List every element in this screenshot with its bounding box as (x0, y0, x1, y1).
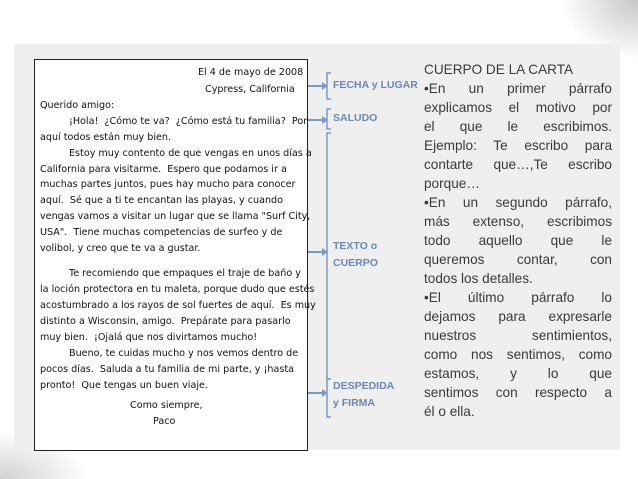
letter-line: aquí todos están muy bien. (40, 132, 172, 143)
explanation-line: todo aquello que le (424, 233, 612, 248)
letter-date: El 4 de mayo de 2008 (198, 67, 304, 78)
label-texto: TEXTO o (333, 240, 378, 252)
letter-line: Bueno, te cuidas mucho y nos vemos dentro de (69, 348, 299, 359)
bracket-texto (326, 132, 332, 380)
letter-greeting: Querido amigo: (40, 100, 115, 111)
explanation-line: Ejemplo: Te escribo para (424, 138, 612, 153)
label-firma: y FIRMA (333, 397, 375, 409)
explanation-line: nuestros sentimientos, (424, 328, 612, 343)
letter-line: acostumbrado a los rayos de sol fuertes de aquí. Es muy (40, 300, 316, 311)
bracket-despedida (326, 378, 332, 418)
letter-line: ¡Hola! ¿Cómo te va? ¿Cómo está tu familia? Por (69, 116, 308, 127)
letter-line: Estoy muy contento de que vengas en unos días a (69, 148, 312, 159)
explanation-line: contarte que…,Te escribo (424, 157, 612, 172)
letter-line: distinto a Wisconsin, amigo. Prepárate para pasarlo (40, 316, 291, 327)
explanation-line: como nos sentimos, como (424, 347, 612, 362)
letter-line: USA". Tiene muchas competencias de surfeo y de (40, 227, 283, 238)
letter-line: California para visitarme. Espero que podamos ir a (40, 164, 287, 175)
letter-line: pronto! Que tengas un buen viaje. (40, 380, 208, 391)
explanation-line: •El último párrafo lo (424, 290, 612, 305)
arrow-fecha-icon (308, 85, 323, 87)
explanation-line: el que le escribimos. (424, 119, 612, 134)
letter-line: aquí. Sé que a ti te encantan las playas, y cuando (40, 195, 284, 206)
arrow-saludo-icon (308, 119, 323, 121)
label-cuerpo: CUERPO (333, 257, 378, 269)
letter-signature: Paco (153, 416, 176, 427)
label-saludo: SALUDO (333, 112, 378, 124)
letter-line: vengas vamos a visitar un lugar que se llama "Surf City, (40, 211, 311, 222)
letter-place: Cypress, California (205, 84, 295, 95)
letter-line: muchas partes juntos, pues hay mucho para conocer (40, 179, 296, 190)
explanation-text (424, 60, 612, 421)
explanation-line: •En un primer párrafo (424, 81, 612, 96)
explanation-line: más extenso, escribimos (424, 214, 612, 229)
explanation-line: dejamos para expresarle (424, 309, 612, 324)
arrow-despedida-icon (308, 392, 323, 394)
arrow-texto-icon (308, 251, 323, 253)
label-despedida: DESPEDIDA (333, 380, 395, 392)
explanation-line: explicamos el motivo por (424, 100, 612, 115)
letter-closing: Como siempre, (130, 400, 203, 411)
explanation-line: porque… (424, 176, 480, 191)
explanation-line: todos los detalles. (424, 271, 533, 286)
explanation-title: CUERPO DE LA CARTA (424, 62, 574, 77)
explanation-line: sentimos con respecto a (424, 385, 612, 400)
explanation-line: •En un segundo párrafo, (424, 195, 612, 210)
explanation-line: estamos, y lo que (424, 366, 612, 381)
letter-line: volibol, y creo que te va a gustar. (40, 243, 201, 254)
letter-line: Te recomiendo que empaques el traje de baño y (69, 268, 301, 279)
letter-line: muy bien. ¡Ojalá que nos divirtamos mucho! (40, 332, 258, 343)
letter-line: pocos días. Saluda a tu familia de mi parte, y ¡hasta (40, 364, 294, 375)
letter-line: la loción protectora en tu maleta, porque dudo que estés (40, 284, 315, 295)
explanation-line: queremos contar, con (424, 252, 612, 267)
label-fecha-lugar: FECHA y LUGAR (333, 79, 418, 91)
explanation-line: él o ella. (424, 404, 475, 419)
